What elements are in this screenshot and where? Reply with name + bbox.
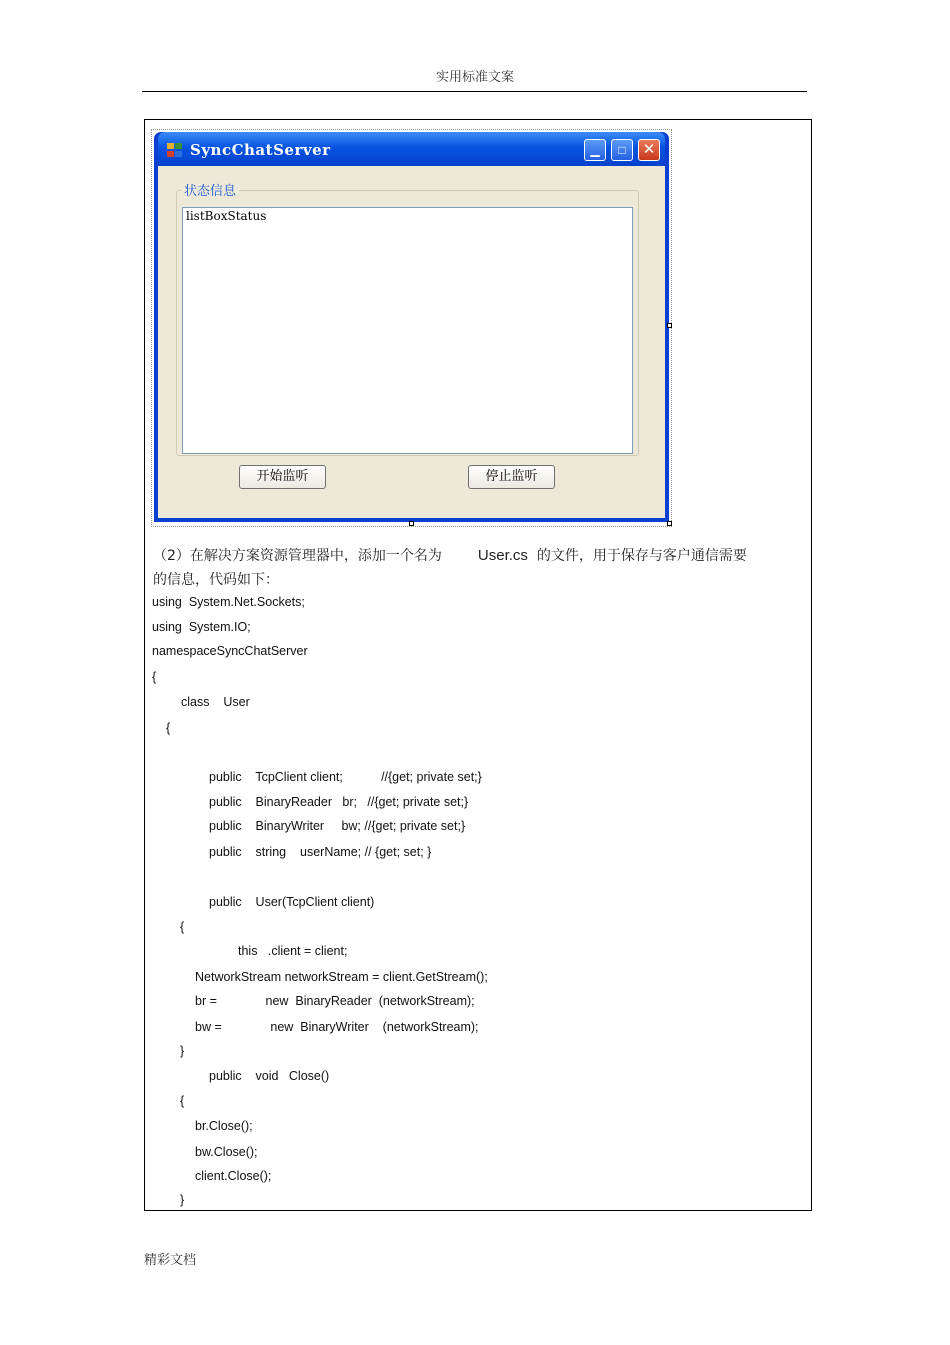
header-rule bbox=[142, 91, 807, 92]
code-line: { bbox=[166, 721, 171, 735]
page-header-title: 实用标准文案 bbox=[435, 70, 514, 85]
code-line: public User(TcpClient client) bbox=[209, 895, 375, 909]
listbox-placeholder-text: listBoxStatus bbox=[186, 209, 267, 223]
resize-handle-bottom[interactable] bbox=[409, 521, 414, 526]
code-line: public string userName; // {get; set; } bbox=[209, 845, 432, 859]
paragraph-line-1: （2）在解决方案资源管理器中，添加一个名为 User.cs 的文件，用于保存与客户通信需要 bbox=[153, 547, 747, 564]
code-line: br.Close(); bbox=[195, 1119, 253, 1133]
paragraph-line-2: 的信息，代码如下： bbox=[153, 572, 279, 588]
code-line: } bbox=[180, 1193, 185, 1207]
code-line: namespaceSyncChatServer bbox=[152, 644, 308, 658]
code-line: { bbox=[180, 920, 185, 934]
code-line: br = new BinaryReader (networkStream); bbox=[195, 994, 475, 1008]
close-button[interactable]: ✕ bbox=[638, 139, 660, 161]
start-listen-button[interactable]: 开始监听 bbox=[239, 465, 326, 489]
code-line: public TcpClient client; //{get; private set;} bbox=[209, 770, 482, 784]
code-line: bw.Close(); bbox=[195, 1145, 258, 1159]
page-footer-text: 精彩文档 bbox=[144, 1253, 197, 1268]
code-line: using System.IO; bbox=[152, 620, 251, 634]
code-line: class User bbox=[181, 695, 250, 709]
code-line: { bbox=[152, 670, 157, 684]
code-line: } bbox=[180, 1044, 185, 1058]
status-listbox[interactable] bbox=[182, 207, 633, 454]
status-group-label: 状态信息 bbox=[181, 180, 239, 199]
code-line: public void Close() bbox=[209, 1069, 330, 1083]
code-line: public BinaryWriter bw; //{get; private set;} bbox=[209, 819, 466, 833]
maximize-button[interactable]: □ bbox=[611, 139, 633, 161]
code-line: this .client = client; bbox=[238, 944, 348, 958]
code-line: using System.Net.Sockets; bbox=[152, 595, 305, 609]
window-titlebar bbox=[158, 132, 665, 166]
minimize-button[interactable]: ▁ bbox=[584, 139, 606, 161]
code-line: client.Close(); bbox=[195, 1169, 272, 1183]
filename-text: User.cs bbox=[477, 547, 528, 564]
code-line: public BinaryReader br; //{get; private set;} bbox=[209, 795, 469, 809]
resize-handle-corner[interactable] bbox=[667, 521, 672, 526]
stop-listen-button[interactable]: 停止监听 bbox=[468, 465, 555, 489]
window-title: SyncChatServer bbox=[190, 141, 331, 159]
code-line: bw = new BinaryWriter (networkStream); bbox=[195, 1020, 479, 1034]
app-icon bbox=[167, 143, 183, 158]
code-line: NetworkStream networkStream = client.GetStream(); bbox=[195, 970, 488, 984]
code-line: { bbox=[180, 1094, 185, 1108]
resize-handle-right[interactable] bbox=[667, 323, 672, 328]
